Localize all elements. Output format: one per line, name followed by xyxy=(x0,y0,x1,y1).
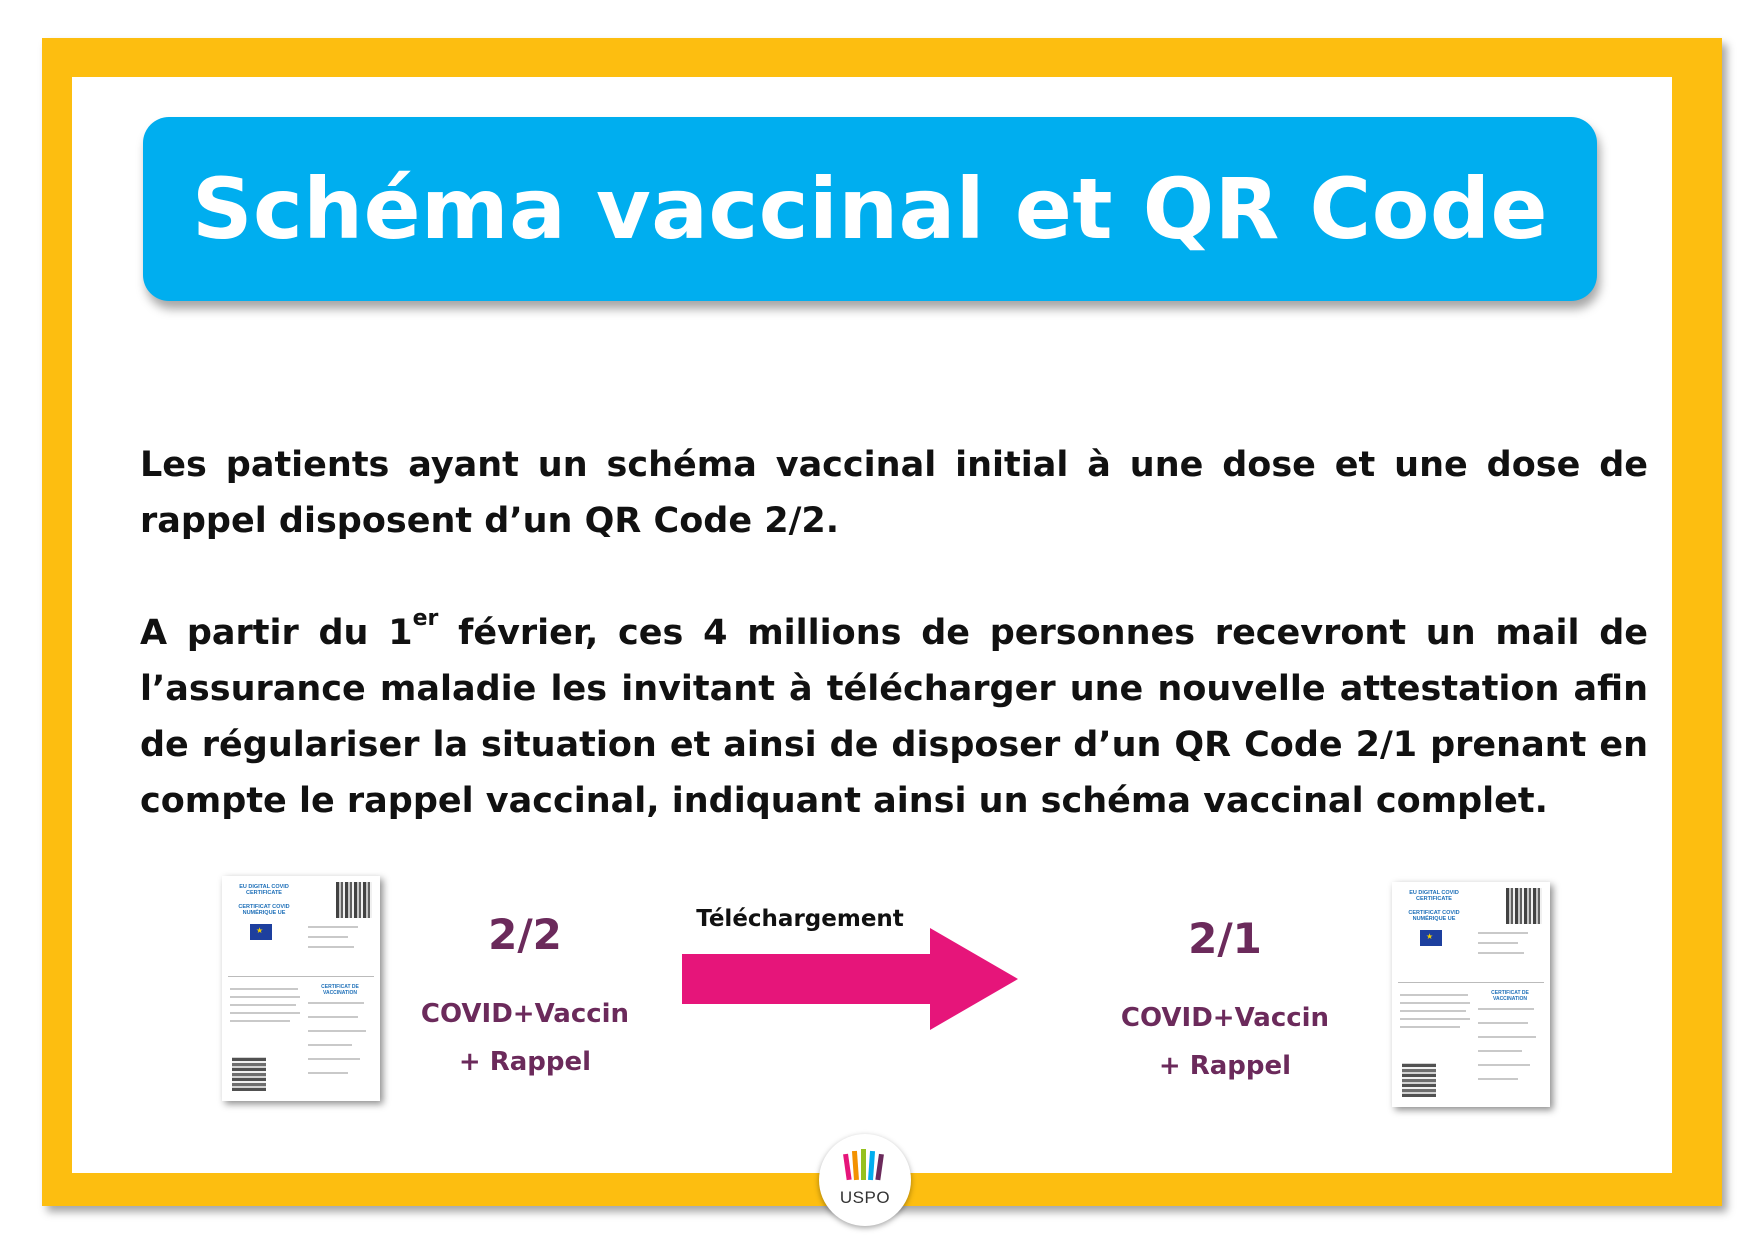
certificate-header: EU DIGITAL COVID CERTIFICATE xyxy=(239,884,289,896)
title-banner xyxy=(143,117,1597,301)
label-after-line1: COVID+Vaccin xyxy=(1120,1003,1330,1033)
label-after xyxy=(1110,994,1340,1090)
certificate-header-fr: CERTIFICAT COVID NUMÉRIQUE UE xyxy=(238,904,290,916)
label-after-line2: + Rappel xyxy=(1158,1051,1292,1081)
download-label: Téléchargement xyxy=(696,906,904,932)
certificate-section: CERTIFICAT DE VACCINATION xyxy=(321,984,359,996)
uspo-logo-icon xyxy=(843,1148,889,1182)
label-before-line2: + Rappel xyxy=(458,1047,592,1077)
eu-flag-icon xyxy=(1420,930,1442,946)
paragraph-2-start: A partir du 1 xyxy=(140,613,413,653)
qr-code-icon xyxy=(1402,1063,1436,1097)
certificate-thumbnail-right xyxy=(1392,882,1550,1107)
paragraph-1: Les patients ayant un schéma vaccinal initial à une dose et une dose de rappel disposent d’un QR Code 2/2. xyxy=(140,445,1648,541)
qr-code-icon xyxy=(336,882,372,918)
ordinal-suffix: er xyxy=(412,606,439,632)
label-before xyxy=(410,990,640,1086)
certificate-header-fr: CERTIFICAT COVID NUMÉRIQUE UE xyxy=(1408,910,1460,922)
eu-flag-icon xyxy=(250,924,272,940)
page-title: Schéma vaccinal et QR Code xyxy=(191,160,1548,258)
uspo-logo xyxy=(819,1134,911,1226)
certificate-section: CERTIFICAT DE VACCINATION xyxy=(1491,990,1529,1002)
qr-code-icon xyxy=(232,1057,266,1091)
certificate-thumbnail-left xyxy=(222,876,380,1101)
body-text xyxy=(140,437,1648,885)
ratio-before: 2/2 xyxy=(488,910,562,959)
ratio-after: 2/1 xyxy=(1188,914,1262,963)
label-before-line1: COVID+Vaccin xyxy=(420,999,630,1029)
paragraph-2-rest: février, ces 4 millions de personnes recevront un mail de l’assurance maladie les invitant à télécharger une nouvelle attestation afin de régulariser la situation et ainsi de disposer d’un QR Code 2/1 prenant en compte le rappel vaccinal, indiquant ainsi un schéma vaccinal complet. xyxy=(140,613,1648,821)
paragraph-2 xyxy=(140,605,1648,829)
certificate-header: EU DIGITAL COVID CERTIFICATE xyxy=(1409,890,1459,902)
arrow-right-icon xyxy=(680,928,1020,1030)
logo-text: USPO xyxy=(839,1188,891,1207)
qr-code-icon xyxy=(1506,888,1542,924)
